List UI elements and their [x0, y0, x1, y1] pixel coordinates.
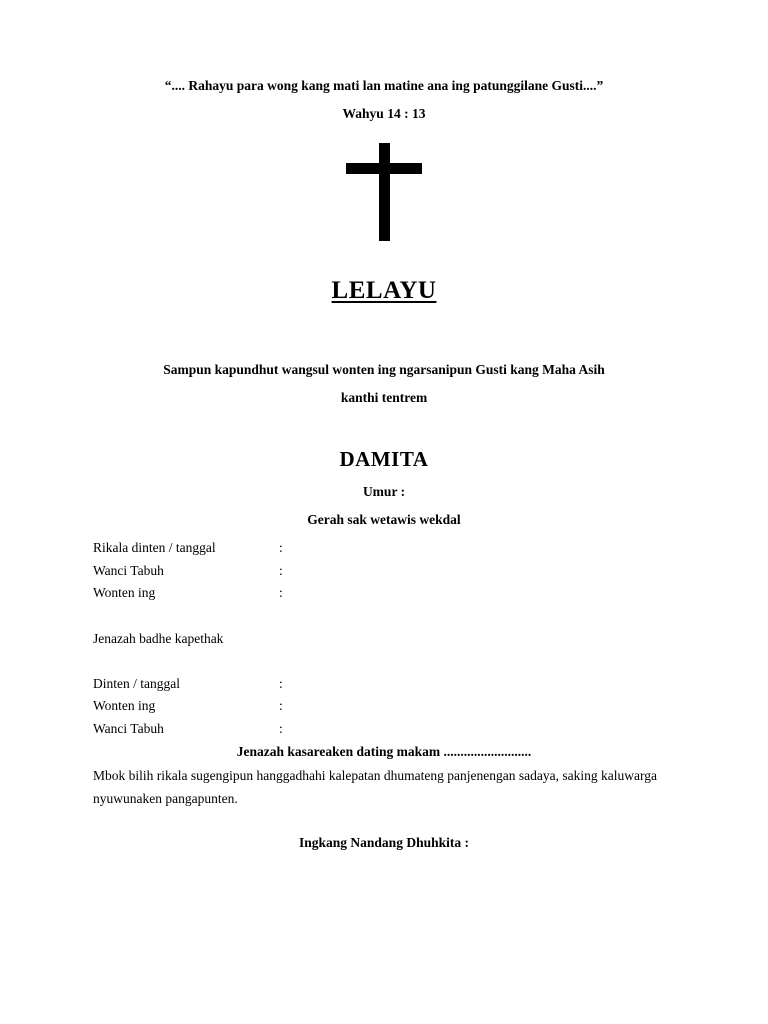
age-label: Umur :: [362, 484, 406, 499]
intro-line-1: Sampun kapundhut wangsul wonten ing ngarsanipun Gusti kang Maha Asih: [163, 362, 605, 377]
detail-colon: :: [279, 540, 283, 555]
grieving-family-label: Ingkang Nandang Dhuhkita :: [299, 835, 469, 850]
bible-verse: “.... Rahayu para wong kang mati lan matine ana ing patunggilane Gusti....”: [164, 78, 604, 93]
detail-label: Dinten / tanggal: [93, 676, 180, 691]
detail-colon: :: [279, 721, 283, 736]
apology-paragraph: Mbok bilih rikala sugengipun hanggadhahi kalepatan dhumateng panjenengan sadaya, saking kaluwarga nyuwunaken pangapunten.: [93, 768, 657, 806]
deceased-name: DAMITA: [339, 447, 429, 471]
detail-colon: :: [279, 563, 283, 578]
detail-label: Rikala dinten / tanggal: [93, 540, 216, 555]
burial-heading: Jenazah badhe kapethak: [93, 631, 224, 646]
detail-colon: :: [279, 698, 283, 713]
illness-note: Gerah sak wetawis wekdal: [307, 512, 461, 527]
verse-reference: Wahyu 14 : 13: [342, 106, 426, 121]
cross-icon: [346, 143, 422, 241]
intro-line-2: kanthi tentrem: [340, 390, 428, 405]
detail-label: Wonten ing: [93, 585, 156, 600]
detail-label: Wanci Tabuh: [93, 721, 164, 736]
detail-colon: :: [279, 585, 283, 600]
detail-colon: :: [279, 676, 283, 691]
cross-horizontal-bar: [346, 163, 422, 174]
cross-vertical-bar: [379, 143, 390, 241]
detail-label: Wonten ing: [93, 698, 156, 713]
page-title: LELAYU: [331, 277, 437, 304]
procession-note: Jenazah kasareaken dating makam ..........................: [236, 744, 532, 759]
detail-label: Wanci Tabuh: [93, 563, 164, 578]
